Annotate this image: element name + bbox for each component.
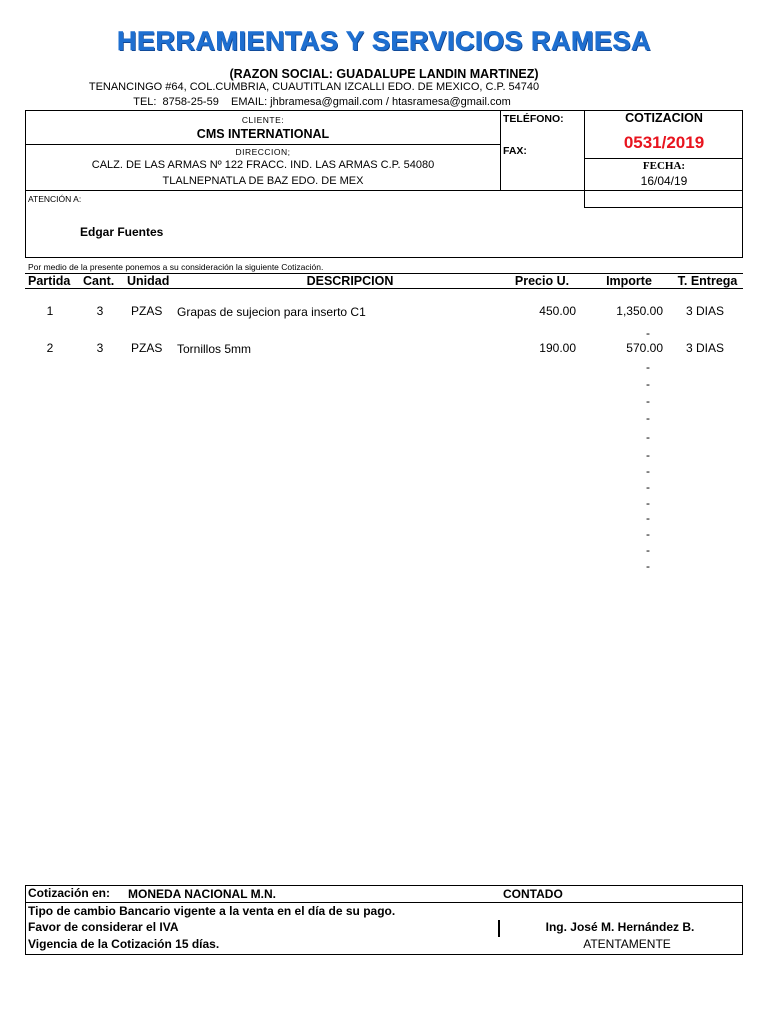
col-header-precio: Precio U. [514,274,570,288]
col-header-partida: Partida [28,274,71,288]
razon-social: (RAZON SOCIAL: GUADALUPE LANDIN MARTINEZ) [229,67,539,81]
company-name: HERRAMIENTAS Y SERVICIOS RAMESA [116,26,652,56]
empty-importe: - [646,464,650,478]
footer-line3: Vigencia de la Cotización 15 días. [28,937,220,951]
row-entrega: 3 DIAS [685,304,724,318]
telefono-label: TELÉFONO: [503,113,564,125]
signer-name: Ing. José M. Hernández B. [545,920,695,934]
col-header-importe: Importe [606,274,652,288]
empty-importe: - [646,511,650,525]
row-descripcion: Grapas de sujecion para inserto C1 [177,305,366,319]
atencion-value: Edgar Fuentes [80,225,164,239]
fecha-value: 16/04/19 [640,174,688,188]
divider [25,144,501,145]
empty-importe: - [646,360,650,374]
empty-importe: - [646,559,650,573]
empty-importe: - [646,543,650,557]
row-importe: 570.00 [626,341,663,355]
signature-mark [498,920,500,937]
cliente-label: CLIENTE: [241,115,285,125]
row-unidad: PZAS [131,341,163,355]
fax-label: FAX: [503,145,527,157]
col-header-cant: Cant. [83,274,115,288]
footer-line1: Tipo de cambio Bancario vigente a la venta en el día de su pago. [28,904,396,918]
intro-text: Por medio de la presente ponemos a su consideración la siguiente Cotización. [28,262,324,272]
atentamente-text: ATENTAMENTE [583,937,671,951]
quote-number: 0531/2019 [623,133,705,152]
empty-importe: - [646,394,650,408]
row-precio: 190.00 [539,341,576,355]
footer-line2: Favor de considerar el IVA [28,920,179,934]
empty-importe: - [646,527,650,541]
row-partida: 2 [46,341,54,355]
row-unidad: PZAS [131,304,163,318]
col-header-entrega: T. Entrega [677,274,738,288]
row-importe: 1,350.00 [616,304,663,318]
empty-importe: - [646,326,650,340]
direccion-line1: CALZ. DE LAS ARMAS Nº 122 FRACC. IND. LAS ARMAS C.P. 54080 [91,159,435,171]
pago-type: CONTADO [503,887,563,901]
divider [25,902,743,903]
empty-importe: - [646,496,650,510]
empty-importe: - [646,480,650,494]
divider [584,207,743,208]
atencion-label: ATENCIÓN A: [28,194,82,204]
moneda-label: Cotización en: [28,886,111,900]
direccion-label: DIRECCION; [235,147,291,157]
company-contact: TEL: 8758-25-59 EMAIL: jhbramesa@gmail.com / htasramesa@gmail.com [133,96,511,108]
cotizacion-label: COTIZACION [625,111,703,125]
col-header-unidad: Unidad [127,274,170,288]
fecha-label: FECHA: [642,160,686,172]
cliente-value: CMS INTERNATIONAL [196,127,330,141]
col-header-descripcion: DESCRIPCION [306,274,394,288]
empty-importe: - [646,430,650,444]
table-header-rule [25,288,743,289]
divider [25,190,743,191]
row-cant: 3 [96,341,104,355]
moneda-value: MONEDA NACIONAL M.N. [128,887,276,901]
row-precio: 450.00 [539,304,576,318]
direccion-line2: TLALNEPNATLA DE BAZ EDO. DE MEX [162,175,364,187]
empty-importe: - [646,411,650,425]
row-descripcion: Tornillos 5mm [177,342,252,356]
empty-importe: - [646,377,650,391]
row-partida: 1 [46,304,54,318]
row-cant: 3 [96,304,104,318]
empty-importe: - [646,448,650,462]
divider [584,158,743,159]
row-entrega: 3 DIAS [685,341,724,355]
company-address: TENANCINGO #64, COL.CUMBRIA, CUAUTITLAN IZCALLI EDO. DE MEXICO, C.P. 54740 [88,81,540,93]
